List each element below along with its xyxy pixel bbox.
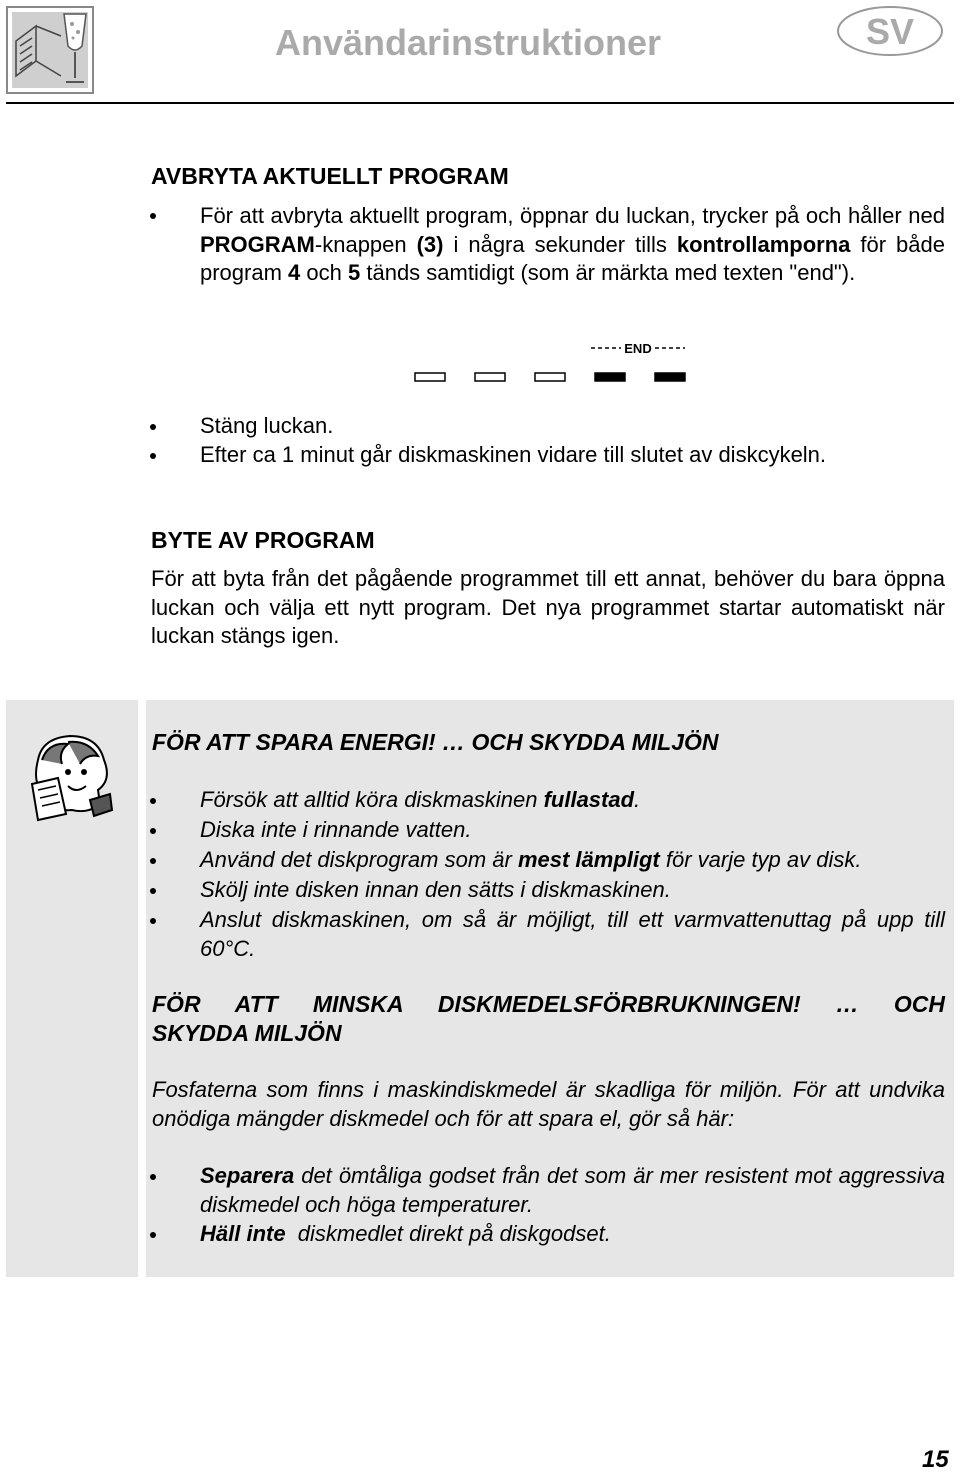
- page-title: Användarinstruktioner: [275, 22, 662, 63]
- dishwasher-logo-icon: [6, 6, 94, 94]
- detergent-heading-line-2: SKYDDA MILJÖN: [152, 1020, 342, 1046]
- detergent-bullet-2: Häll inte diskmedlet direkt på diskgodset.: [200, 1221, 611, 1246]
- language-badge: [836, 5, 944, 57]
- bullet: [150, 918, 156, 924]
- control-lamp-5: [655, 373, 685, 381]
- lamps-end-label: END: [624, 341, 652, 356]
- energy-bullet-4: Skölj inte disken innan den sätts i diskmaskinen.: [200, 877, 671, 902]
- control-lamp-1: [415, 373, 445, 381]
- bullet: [150, 1174, 156, 1180]
- woman-with-list-icon: [28, 730, 120, 824]
- abort-bullet-1: För att avbryta aktuellt program, öppnar du luckan, trycker på och håller ned PROGRAM-knappen (3) i några sekunder tills kontrollamporna för både program 4 och 5 tänds samtidigt (som är märkta med texten "end").: [200, 203, 945, 285]
- bullet: [150, 424, 156, 430]
- page-number: 15: [922, 1446, 949, 1473]
- abort-heading: AVBRYTA AKTUELLT PROGRAM: [151, 163, 509, 189]
- energy-bullet-5: Anslut diskmaskinen, om så är möjligt, till ett varmvattenuttag på upp till 60°C.: [200, 907, 945, 961]
- energy-bullet-3: Använd det diskprogram som är mest lämpligt för varje typ av disk.: [200, 847, 862, 872]
- detergent-bullet-1: Separera det ömtåliga godset från det som är mer resistent mot aggressiva diskmedel och höga temperaturer.: [200, 1163, 945, 1217]
- bullet: [150, 453, 156, 459]
- bullet: [150, 888, 156, 894]
- header-rule: [6, 102, 954, 104]
- bullet: [150, 1232, 156, 1238]
- bullet: [150, 858, 156, 864]
- control-lamp-2: [475, 373, 505, 381]
- bullet: [150, 798, 156, 804]
- detergent-text: Fosfaterna som finns i maskindiskmedel är skadliga för miljön. För att undvika onödiga mängder diskmedel och för att spara el, gör så här:: [152, 1077, 945, 1131]
- detergent-heading-line-1: FÖR ATT MINSKA DISKMEDELSFÖRBRUKNINGEN! … OCH: [152, 991, 945, 1017]
- control-lamp-4: [595, 373, 625, 381]
- abort-bullet-3: Efter ca 1 minut går diskmaskinen vidare till slutet av diskcykeln.: [200, 442, 827, 467]
- energy-heading: FÖR ATT SPARA ENERGI! … OCH SKYDDA MILJÖN: [152, 729, 719, 755]
- energy-bullet-2: Diska inte i rinnande vatten.: [200, 817, 472, 842]
- change-text: För att byta från det pågående programmet till ett annat, behöver du bara öppna luckan och välja ett nytt program. Det nya programmet startar automatiskt när luckan stängs igen.: [151, 566, 945, 648]
- language-code: SV: [865, 11, 915, 52]
- energy-bullet-1: Försök att alltid köra diskmaskinen fullastad.: [200, 787, 641, 812]
- bullet: [150, 213, 156, 219]
- bullet: [150, 828, 156, 834]
- control-lamp-3: [535, 373, 565, 381]
- change-heading: BYTE AV PROGRAM: [151, 527, 375, 553]
- abort-bullet-2: Stäng luckan.: [200, 413, 334, 438]
- control-lamps: [405, 336, 695, 388]
